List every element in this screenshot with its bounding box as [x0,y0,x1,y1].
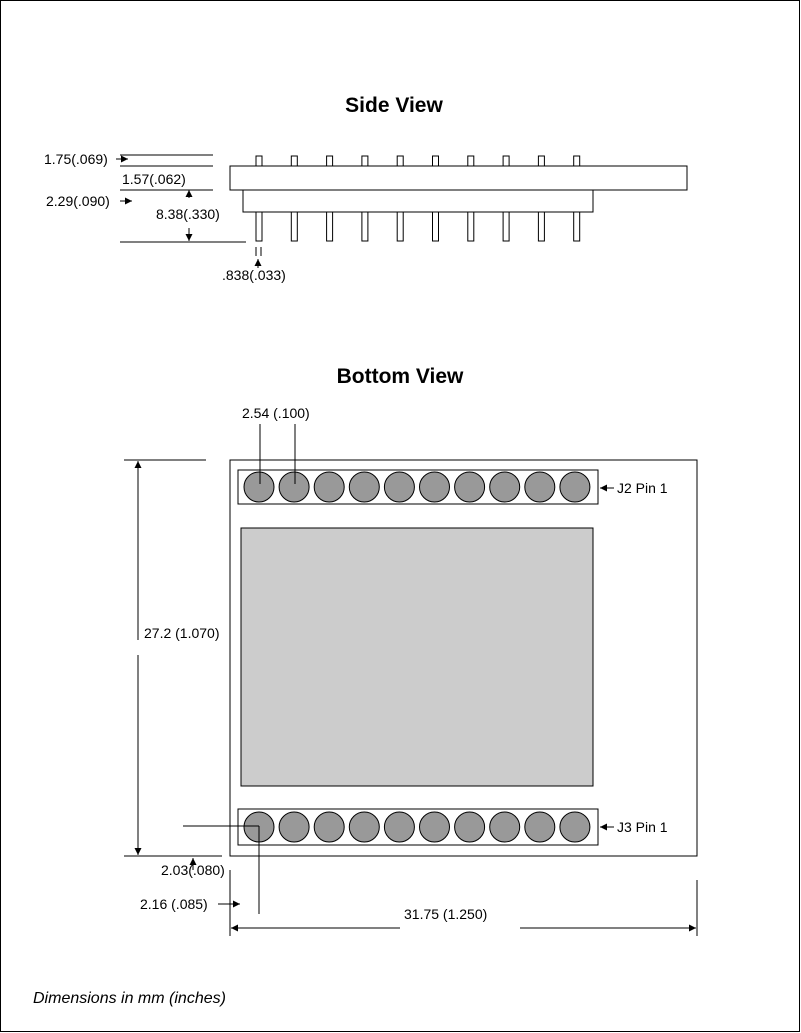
j2-pin [490,472,520,502]
dim-pin-width: .838(.033) [222,267,286,283]
j3-pin [349,812,379,842]
j2-pin [244,472,274,502]
j2-pin [420,472,450,502]
dim-pitch: 2.54 (.100) [242,405,310,421]
j2-pin [560,472,590,502]
j3-pin [314,812,344,842]
dim-width: 31.75 (1.250) [404,906,488,922]
j3-pin [279,812,309,842]
bottom-view-drawing [230,460,697,856]
side-pin-top [538,156,544,166]
dim-pcb-thickness: 1.57(.062) [122,171,186,187]
j3-pin [490,812,520,842]
side-pin-bottom [574,212,580,241]
side-pin-top [503,156,509,166]
dim-pin-length: 8.38(.330) [156,206,220,222]
footnote: Dimensions in mm (inches) [33,990,226,1007]
label-j2-pin1: J2 Pin 1 [617,480,668,496]
j2-pin [455,472,485,502]
j3-pin [420,812,450,842]
side-pin-bottom [362,212,368,241]
side-pin-top [291,156,297,166]
side-view-drawing [230,156,687,241]
j3-pin [525,812,555,842]
side-view-top-pins [256,156,580,166]
dim-spacer: 2.29(.090) [46,193,110,209]
j3-pin [384,812,414,842]
j2-pin [384,472,414,502]
j3-pin [560,812,590,842]
side-pin-top [362,156,368,166]
side-pin-bottom [291,212,297,241]
j2-pin [314,472,344,502]
bottom-view-title: Bottom View [336,365,464,388]
side-view-spacer [243,190,593,212]
side-pin-top [468,156,474,166]
side-view-bottom-pins [256,212,580,241]
side-pin-bottom [327,212,333,241]
side-pin-top [327,156,333,166]
side-pin-top [397,156,403,166]
label-j3-pin1: J3 Pin 1 [617,819,668,835]
side-pin-bottom [468,212,474,241]
dim-left-offset: 2.16 (.085) [140,896,208,912]
side-view-title: Side View [345,94,443,117]
side-pin-bottom [397,212,403,241]
chip-body [241,528,593,786]
dim-height: 27.2 (1.070) [144,625,220,641]
j3-pin [455,812,485,842]
j2-pin [279,472,309,502]
side-pin-bottom [503,212,509,241]
side-pin-bottom [433,212,439,241]
j2-pin [525,472,555,502]
side-pin-bottom [256,212,262,241]
side-pin-top [574,156,580,166]
dim-top-offset: 1.75(.069) [44,151,108,167]
side-view-pcb [230,166,687,190]
side-pin-top [433,156,439,166]
dim-bottom-offset: 2.03(.080) [161,862,225,878]
side-pin-bottom [538,212,544,241]
j2-pin [349,472,379,502]
side-pin-top [256,156,262,166]
